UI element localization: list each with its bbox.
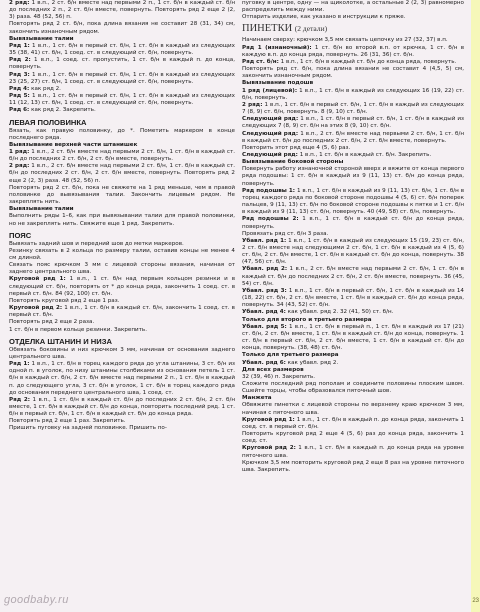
paragraph-text: 1 в.п., 1 ст. б/н в первый ст. б/н, 1 ст. б/н в каждый из следующих 23 (25, 27) ст. б/н, 1 соед. ст. в следующий ст. б/н, повернуть. — [9, 71, 235, 85]
row-label: Убавл. ряд 3: — [242, 287, 287, 294]
instruction-paragraph — [242, 188, 464, 217]
paragraph-text: Связать пояс крючком 3 мм с лицевой стороны вязания, начиная от заднего центрального шва. — [9, 262, 235, 276]
instruction-paragraph — [242, 14, 464, 21]
paragraph-text: 1 в.п., 1 ст. б/н в первый ст. б/н, 1 ст. б/н в каждый из следующих 7 (8, 9) ст. б/н, повернуть. 8 (9, 10) ст. б/н. — [242, 101, 464, 116]
row-label: Ряд 2: — [9, 57, 31, 64]
section-heading: ПОЯС — [9, 230, 32, 240]
paragraph-text: 1 в.п., 1 ст. б/н в каждый ст. б/н до конца ряда, повернуть. — [242, 216, 464, 230]
paragraph-text: 1 в.п., 1 ст. б/н в первый ст. б/н, 1 ст. б/н в каждый из следующих 7 (8, 9) ст. б/н на этих 8 (9, 10) ст. б/н. — [242, 116, 464, 130]
row-label: Только для второго и третьего размера — [242, 316, 372, 323]
instruction-paragraph — [242, 367, 464, 374]
instruction-paragraph — [9, 425, 235, 432]
instruction-paragraph — [9, 276, 235, 297]
row-label: Для всех размеров — [242, 366, 304, 373]
paragraph-text: 1 в.п., 2 ст. б/н вместе над первыми 2 п., 1 ст. б/н в каждый ст. б/н до последних 2 п., 2 ст. б/н вместе, повернуть. Повторять ряд 2 еще 2 (2, 3) раза. 48 (52, 56) п. — [9, 0, 235, 21]
paragraph-text: 1 в.п., 1 ст. б/н в каждый ст. б/н, закончить 1 соед. ст. в первый ст. б/н. — [9, 305, 235, 319]
instruction-paragraph — [9, 86, 235, 93]
row-label: Ряд 3: — [9, 71, 30, 78]
instruction-paragraph — [242, 417, 464, 431]
instruction-paragraph — [9, 361, 235, 397]
row-label: Убавл. ряд 6: — [242, 359, 286, 366]
section-title-main: ПИНЕТКИ — [242, 23, 293, 35]
section-title-note: (2 детали) — [294, 24, 328, 34]
paragraph-text: 1 в.п., 1 ст. б/н над первым кольцом резинки и в следующий ст. б/н, повторять от * до конца ряда, закончить 1 соед. ст. в первый ст. б/н. 84 (92, 100) ст. б/н. — [9, 276, 235, 297]
paragraph-text: 1 в.п., 1 ст. б/н в первый п., 1 ст. б/н в каждый из 17 (21) ст. б/н, 2 ст. б/н вместе, 1 ст. б/н в каждый ст. б/н до конца, повернуть. 1 ст. б/н в первый ст. б/н, 2 ст. б/н вместе, 1 ст. б/н в каждый ст. б/н до конца, повернуть. (38, 48) ст. б/н. — [242, 323, 464, 352]
watermark-text: goodbaby.ru — [4, 594, 69, 606]
row-label: Круговой ряд 1: — [9, 276, 66, 283]
instruction-paragraph — [9, 248, 235, 262]
instruction-paragraph — [9, 57, 235, 71]
row-label: Убавл. ряд 4: — [242, 309, 286, 316]
paragraph-text: 32 (39, 46) п. Закрепить. — [242, 373, 316, 380]
instruction-paragraph — [9, 185, 235, 206]
instruction-paragraph — [9, 163, 235, 184]
right-text-column — [242, 0, 464, 598]
paragraph-text: Повторять ряд 2 еще 1 раз. Закрепить. — [9, 418, 126, 425]
paragraph-text: Повернуть работу изнаночной стороной вверх и вяжите от конца первого ряда подошвы: 1 ст. б/н в каждый из 9 (11, 13) ст. б/н до конца ряда, повернуть. — [242, 166, 464, 187]
paragraph-text: 1 ст. б/н в первом кольце резинки. Закрепить. — [9, 326, 147, 333]
section-heading: ЛЕВАЯ ПОЛОВИНКА — [9, 117, 87, 127]
paragraph-text: 1 в.п., 1 ст. б/н в торец каждого ряда до угла штанины, 3 ст. б/н из одной п. в уголок, по низу штанины столбиками из основания петель 1 ст. б/н в каждый ст. б/н, 2 ст. б/н вместе над первыми 2 п., 1 ст. б/н в каждый п. до следующего угла, 3 ст. б/н в уголок, 1 ст. б/н в торец каждого ряда до основания переднего центрального шва, 1 соед. ст. — [9, 361, 235, 396]
paragraph-text: 1 в.п., 1 ст. б/н в первый ст. б/н, 1 ст. б/н в каждый из следующих 35 (38, 41) ст. б/н, 1 соед. ст. в следующий ст. б/н, повернуть. — [9, 42, 235, 57]
row-label: 2 ряд: — [9, 0, 30, 6]
paragraph-text: 1 в.п., 1 ст. б/н в каждый ст. б/н до конца ряда, повернуть. — [278, 58, 457, 65]
row-label: Вывязывание верхней части штанишек — [9, 141, 138, 148]
instruction-paragraph — [9, 213, 235, 227]
row-label: Круговой ряд 1: — [242, 416, 295, 423]
instruction-paragraph — [242, 145, 464, 152]
instruction-paragraph — [242, 166, 464, 187]
instruction-paragraph — [242, 80, 464, 87]
row-label: Круговой ряд 2: — [9, 305, 63, 312]
instruction-paragraph — [242, 445, 464, 459]
paragraph-text: Начинаем сверху: крючком 3,5 мм связать цепочку из 27 (32, 37) в.п. — [242, 37, 448, 44]
paragraph-text: Крючком 3,5 мм повторить круговой ряд 2 еще 8 раз на уровне пяточного шва. Закрепить. — [242, 459, 464, 473]
row-label: 2 ряд: — [9, 163, 30, 170]
instruction-paragraph — [242, 402, 464, 416]
paragraph-text: 1 в.п., 1 ст. б/н в первый ст. б/н, 1 ст. б/н в каждый из 14 (18, 22) ст. б/н, 2 ст. б/н вместе, 1 ст. б/н в каждый ст. б/н до конца ряда, повернуть. 34 (43, 52) ст. б/н. — [242, 287, 464, 309]
paragraph-text: Повторить этот ряд еще 4 (5, 6) раз. — [242, 144, 351, 151]
section-title — [242, 23, 464, 35]
row-label: Вывязывание талии — [9, 35, 74, 42]
row-label: Ряд 2: — [9, 396, 30, 403]
instruction-paragraph — [242, 238, 464, 267]
paragraph-text: 1 в.п., 2 ст. б/н вместе над первыми 2 ст. б/н, 1 ст. б/н в каждый ст. б/н до последних 2 ст. б/н, 2 ст. б/н вместе, повернуть. — [9, 148, 235, 163]
instruction-paragraph — [242, 216, 464, 230]
instruction-paragraph — [9, 347, 235, 361]
paragraph-text: Повторить круговой ряд 2 еще 4 (5, 6) раз до конца ряда, закончить 1 соед. ст. — [242, 431, 464, 445]
paragraph-text: как убавл. ряд 2. — [285, 359, 339, 366]
paragraph-text: 1 в.п., 1 ст. б/н в каждый п. до конца ряда, закончить 1 соед. ст. в первый ст. б/н. — [242, 416, 464, 430]
row-label: Следующий ряд: — [242, 151, 298, 158]
row-label: Ряд 1: — [9, 361, 30, 368]
row-label: Ряд 5: — [9, 93, 30, 100]
paragraph-text: 1 в.п., 1 ст. б/н в каждый п. до конца ряда на уровне пяточного шва. — [242, 445, 464, 459]
paragraph-text: Повторять круговой ряд 2 еще 1 раз. — [9, 297, 120, 304]
paragraph-text: как убавл. ряд 2. 32 (41, 50) ст. б/н. — [285, 309, 394, 316]
row-label: Круговой ряд 2: — [242, 445, 296, 452]
row-label: Вывязывание боковой стороны — [242, 159, 344, 166]
paragraph-text: Повторять ряд ст. б/н, пока длина вязания не составит 4 (4,5, 5) см, закончить изнаночным рядом. — [242, 66, 464, 80]
instruction-paragraph — [242, 45, 464, 59]
paragraph-text: 1 в.п., 2 ст. б/н вместе над первыми 2 ст. б/н, 1 ст. б/н в каждый ст. б/н до последних 2 ст. б/н, 2 ст. б/н вместе, повернуть. 36 (45, 54) ст. б/н. — [242, 266, 464, 287]
instruction-paragraph — [242, 116, 464, 130]
paragraph-text: Выполнить ряды 1–6, как при вывязывании талии для правой половинки, но не закреплять нить. Свяжите еще 1 ряд. Закрепить. — [9, 213, 235, 227]
instruction-paragraph — [9, 319, 235, 326]
instruction-paragraph — [242, 324, 464, 353]
instruction-paragraph — [242, 102, 464, 116]
paragraph-text: Повторять ряд 2 еще 2 раза. — [9, 319, 95, 326]
paragraph-text: Отпарить изделие, как указано в инструкции к пряже. — [242, 14, 406, 21]
instruction-paragraph — [9, 241, 235, 248]
instruction-paragraph — [242, 317, 464, 324]
instruction-paragraph — [9, 0, 235, 21]
instruction-paragraph — [9, 93, 235, 107]
paragraph-text: 1 ст. б/н во второй в.п. от крючка, 1 ст. б/н в каждую в.п. до конца ряда, повернуть. 26 (31, 36) ст. б/н. — [242, 44, 464, 58]
paragraph-text: 1 в.п., 1 ст. б/н в первый ст. б/н, 1 ст. б/н в каждый из следующих 11 (12, 13) ст. б/н, 1 соед. ст. в следующий ст. б/н, повернуть. — [9, 93, 235, 107]
instruction-paragraph — [9, 128, 235, 142]
paragraph-text: Вывязать задний шов и передний шов до метки маркеров. — [9, 240, 184, 247]
instruction-paragraph — [242, 131, 464, 145]
instruction-paragraph — [9, 21, 235, 35]
paragraph-text: 1 в.п., 1 ст. б/н в каждый ст. б/н до последних 2 ст. б/н, 2 ст. б/н вместе, 1 ст. б/н в каждый ст. б/н до конца, повторить последний ряд. 1 ст. б/н в первый ст. б/н, 1 ст. б/н в каждый ст. б/н до конца ряда. — [9, 396, 235, 418]
instruction-paragraph — [242, 59, 464, 66]
instruction-paragraph — [242, 374, 464, 381]
instruction-paragraph — [9, 305, 235, 319]
row-label: Ряд 6: — [9, 107, 30, 114]
paragraph-text: 1 в.п., 1 ст. б/н в каждый ст. б/н. Закрепить. — [297, 151, 432, 158]
left-text-column — [9, 0, 235, 598]
instruction-paragraph — [242, 231, 464, 238]
instruction-paragraph — [242, 37, 464, 44]
instruction-paragraph — [9, 397, 235, 418]
instruction-paragraph — [242, 360, 464, 367]
instruction-paragraph — [9, 327, 235, 334]
instruction-paragraph — [9, 149, 235, 163]
instruction-paragraph — [242, 309, 464, 316]
row-label: Ряд ст. б/н: — [242, 58, 279, 65]
paragraph-text: 1 в.п., 1 соед. ст. пропустить, 1 ст. б/н в каждый п. до конца, повернуть. — [9, 57, 235, 71]
page-number: 23 — [472, 598, 479, 604]
paragraph-text: 1 в.п., 2 ст. б/н вместе над первыми 2 ст. б/н, 1 ст. б/н в каждый ст. б/н до последних 2 ст. б/н, 2 ст. б/н вместе, повернуть. Повторять ряд 2 еще 2 (2, 3) раза. 48 (52, 56) п. — [9, 163, 235, 184]
instruction-paragraph — [9, 262, 235, 276]
row-label: 1 ряд (лицевой): — [242, 87, 298, 94]
instruction-paragraph — [9, 107, 235, 114]
paragraph-text: Провязать ряд ст. б/н 3 раза. — [242, 230, 329, 237]
instruction-paragraph — [242, 352, 464, 359]
paragraph-text: Повторять ряд 2 ст. б/н, пока длина вязания не составит 28 (31, 34) см, закончить изнаночным рядом. — [9, 21, 235, 35]
instruction-paragraph — [242, 431, 464, 445]
row-label: 2 ряд: — [242, 101, 263, 108]
row-label: 1 ряд: — [9, 148, 30, 155]
row-label: Вывязывание подошв — [242, 80, 314, 87]
instruction-paragraph — [242, 66, 464, 80]
section-heading: ОТДЕЛКА ШТАНИН И НИЗА — [9, 336, 112, 346]
instruction-paragraph — [242, 460, 464, 474]
row-label: Убавл. ряд 1: — [242, 237, 287, 244]
paragraph-text: Обвязать боковины и низ крючком 3 мм, начиная от основания заднего центрального шва. — [9, 346, 235, 360]
paragraph-text: Вязать, как правую половинку, до *. Пометить маркером в конце последнего ряда. — [9, 127, 235, 141]
instruction-paragraph — [242, 0, 464, 14]
instruction-paragraph — [9, 36, 235, 43]
row-label: Только для третьего размера — [242, 352, 339, 359]
instruction-paragraph — [9, 142, 235, 149]
instruction-paragraph — [9, 43, 235, 57]
page-edge-strip — [471, 0, 480, 612]
row-label: Следующий ряд: — [242, 130, 299, 137]
instruction-paragraph — [242, 288, 464, 309]
paragraph-text: Пришить пуговку на задней половинке. Пришить по- — [9, 425, 167, 432]
paragraph-text: Резинку связать в 2 кольца по размеру талии, оставив концы не менее 4 см длиной. — [9, 247, 235, 261]
row-label: Вывязывание талии — [9, 206, 74, 213]
paragraph-text: 1 в.п., 1 ст. б/н в каждый из следующих 16 (19, 22) ст. б/н, повернуть. — [242, 87, 464, 101]
paragraph-text: пуговку в центре, одну — на щиколотке, а остальные 2 (2, 3) равномерно распределить между ними. — [242, 0, 464, 14]
row-label: Ряд подошвы 2: — [242, 216, 299, 223]
paragraph-text: Сложите последний ряд пополам и соедините половины плоским швом. Сшейте торцы, чтобы образовался пяточный шов. — [242, 380, 464, 395]
instruction-paragraph — [242, 381, 464, 395]
paragraph-text: 1 в.п., 1 ст. б/н в каждый из следующих 15 (19, 23) ст. б/н, 2 ст. б/н вместе над следующими 2 ст. б/н, 1 ст. б/н в каждый из 4 (5, 6) ст. б/н, 2 ст. б/н вместе, 1 ст. б/н в каждый ст. б/н до конца, повернуть. 38 (47, 56) ст. б/н. — [242, 237, 464, 266]
paragraph-text: как ряд 2. — [29, 85, 61, 92]
instruction-paragraph — [242, 266, 464, 287]
paragraph-text: Обвяжите пинетки с лицевой стороны по верхнему краю крючком 3 мм, начиная с пяточного шва. — [242, 402, 464, 416]
paragraph-text: 1 в.п., 2 ст. б/н вместе над первыми 2 ст. б/н, 1 ст. б/н в каждый ст. б/н до последних 2 ст. б/н, 2 ст. б/н вместе, повернуть. — [242, 130, 464, 144]
row-label: Ряд 1: — [9, 42, 30, 49]
row-label: Следующий ряд: — [242, 116, 299, 123]
paragraph-text: 1 в.п., 1 ст. б/н в каждый из 9 (11, 13) ст. б/н, 1 ст. б/н в торец каждого ряда по боковой стороне подошвы 4 (5, 6) ст. б/н поперек пальцев, 9 (11, 13) ст. б/н по боковой стороне подошвы к пятке и 1 ст. б/н в каждый из 9 (11, 13) ст. б/н, повернуть. 40 (49, 58) ст. б/н, повернуть. — [242, 187, 464, 216]
row-label: Убавл. ряд 2: — [242, 266, 288, 273]
paragraph-text: Повторять ряд 2 ст. б/н, пока не свяжете на 1 ряд меньше, чем в правой половинке до вывязывания талии. Закончить лицевым рядом. Не закреплять нить. — [9, 184, 235, 206]
row-label: Манжета — [242, 395, 272, 402]
instruction-paragraph — [9, 72, 235, 86]
row-label: Ряд 1 (изнаночный): — [242, 44, 312, 51]
instruction-paragraph — [242, 88, 464, 102]
row-label: Ряд подошвы 1: — [242, 187, 296, 194]
row-label: Убавл. ряд 5: — [242, 323, 287, 330]
paragraph-text: как ряд 2. Закрепить. — [29, 107, 96, 114]
row-label: Ряд 4: — [9, 85, 30, 92]
